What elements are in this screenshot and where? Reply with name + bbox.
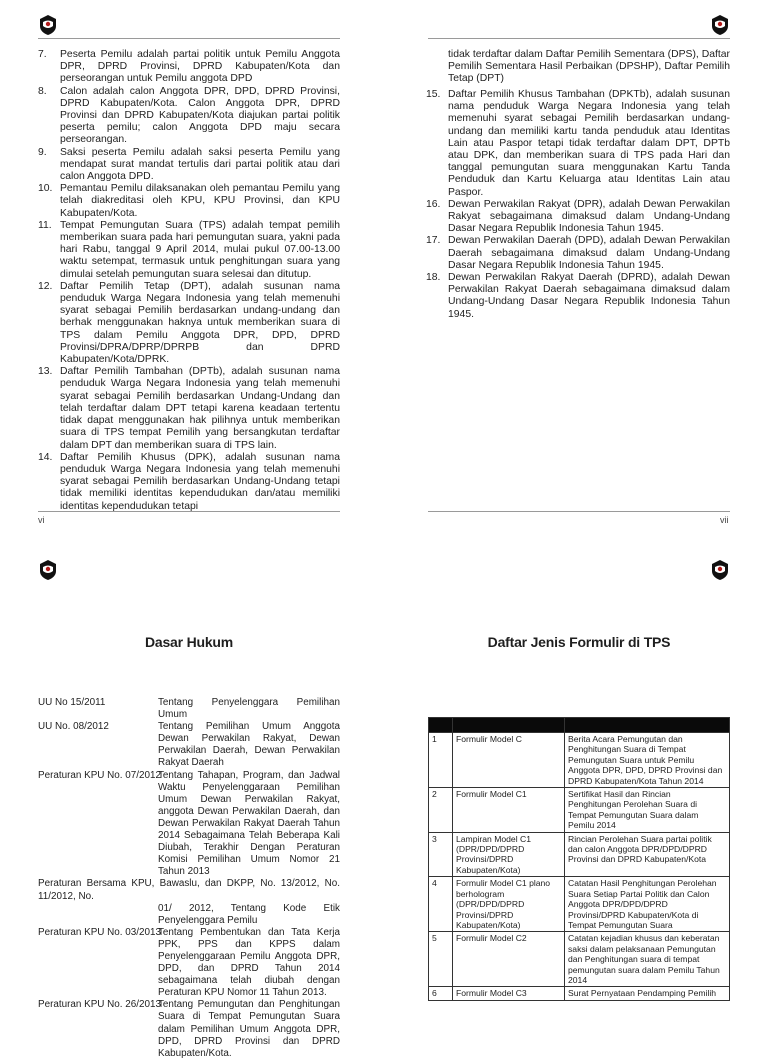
item-text: Saksi peserta Pemilu adalah saksi peserta Pemilu yang mendapat surat mandat tertulis dari partai politik atau dari calon Anggota DPD. [60,146,340,183]
legal-entry-key: Peraturan KPU No. 07/2012 [38,769,161,781]
cell-form-name: Formulir Model C1 plano berhologram (DPR/DPD/DPRD Provinsi/DPRD Kabupaten/Kota) [453,877,565,932]
cell-description: Catatan kejadian khusus dan keberatan saksi dalam pelaksanaan Pemungutan dan Penghitungan suara di tempat pemungutan suara dalam Pemilu Tahun 2014 [565,932,730,987]
item-text: Daftar Pemilih Khusus (DPK), adalah susunan nama penduduk Warga Negara Indonesia yang telah memenuhi syarat sebagai Pemilih berdasarkan Undang-Undang tetapi tidak memiliki identitas kependudukan dan/atau memiliki identitas kependudukan tetapi [60,451,340,512]
section-title-dasar-hukum: Dasar Hukum [144,634,234,650]
list-item [38,86,340,147]
item-number: 18. [426,272,441,284]
legal-basis-list [38,697,340,1060]
item-number: 10. [38,183,53,195]
table-row [429,932,730,987]
legal-entry [38,927,340,1000]
legal-entry [38,697,340,721]
legal-entry-text: 01/ 2012, Tentang Kode Etik Penyelenggara Pemilu [158,902,340,926]
kpu-logo-icon [710,559,730,581]
item-text: Calon adalah calon Anggota DPR, DPD, DPRD Provinsi, DPRD Kabupaten/Kota. Calon Anggota DPR, DPRD Provinsi dan DPRD Kabupaten/Kota diajukan partai politik peserta pemilu; calon Anggota DPD maju secara perseorangan. [60,85,340,146]
cell-number: 2 [429,788,453,833]
header-rule [38,38,340,39]
item-number: 7. [38,49,47,60]
footer-rule [428,511,730,512]
cell-description: Rincian Perolehan Suara partai politik dan calon Anggota DPR/DPD/DPRD Provinsi dan DPRD Kabupaten/Kota [565,832,730,877]
list-item [426,272,730,321]
item-text: Tempat Pemungutan Suara (TPS) adalah tempat pemilih memberikan suara pada hari pemungutan suara, yakni pada hari Rabu, tanggal 9 April 2014, mulai pukul 07.00-13.00 waktu setempat, termasuk untuk penghitungan suara yang dimulai setelah pemungutan suara selesai dan ditutup. [60,219,340,280]
list-item [38,281,340,366]
legal-entry [38,770,340,879]
list-item [426,199,730,236]
cell-form-name: Formulir Model C3 [453,987,565,1000]
item-text: Daftar Pemilih Tambahan (DPTb), adalah susunan nama penduduk Warga Negara Indonesia yang telah memenuhi syarat sebagai Pemilih berdasarkan Undang-Undang dan telah terdaftar dalam DPT tetapi karena keadaan tertentu tidak dapat menggunakan hak pilihnya untuk memberikan suara di TPS tempat Pemilih yang bersangkutan terdaftar dalam DPT dan memberikan suara di TPS lain. [60,366,340,451]
list-item [38,220,340,281]
legal-entry-text: Tentang Pemungutan dan Penghitungan Suara di Tempat Pemungutan Suara dalam Pemilihan Umum Anggota DPR, DPD, DPRD Provinsi dan DPRD Kabupaten/Kota. [158,999,340,1059]
list-item [38,49,340,86]
header-rule [428,38,730,39]
list-item [38,366,340,451]
item-text: Dewan Perwakilan Rakyat (DPR), adalah Dewan Perwakilan Rakyat sebagaimana dimaksud dalam Undang-Undang Dasar Negara Republik Indonesia Tahun 1945. [448,198,730,235]
definition-list-page-vi [38,49,340,513]
cell-number: 6 [429,987,453,1000]
legal-entry-text: Tentang Pembentukan dan Tata Kerja PPK, PPS dan KPPS dalam Penyelenggaraan Pemilu Anggota DPR, DPD, dan DPRD Tahun 2014 sebagaimana telah diubah dengan Peraturan KPU Nomor 11 Tahun 2013. [158,926,340,999]
legal-entry [38,878,340,926]
cell-number: 3 [429,832,453,877]
list-item [38,452,340,513]
kpu-logo-icon [710,14,730,36]
item-number: 8. [38,85,47,97]
list-item [38,183,340,220]
list-item [426,235,730,272]
item-number: 13. [38,366,53,378]
legal-entry-text: Peraturan Bersama KPU, Bawaslu, dan DKPP, No. 13/2012, No. 11/2012, No. [38,878,340,902]
item-text: Peserta Pemilu adalah partai politik untuk Pemilu Anggota DPR, DPRD Provinsi, DPRD Kabupaten/Kota dan perseorangan untuk Pemilu anggota DPD [60,49,340,85]
item-text: Daftar Pemilih Khusus Tambahan (DPKTb), adalah susunan nama penduduk Warga Negara Indonesia yang telah memenuhi syarat sebagai Pemilih berdasarkan undang-undang dan memiliki kartu tanda penduduk atau Identitas Lain atau Paspor tetapi tidak terdaftar dalam DPT, DPTb atau DPK, dan memberikan suara di TPS pada Hari dan tanggal pemungutan suara menggunakan Kartu Tanda Penduduk dan Kartu Keluarga atau Identitas Lain atau Paspor. [448,89,730,198]
item-number: 12. [38,280,53,292]
legal-entry-key: Peraturan KPU No. 03/2013 [38,926,161,938]
cell-form-name: Formulir Model C2 [453,932,565,987]
legal-entry-key: UU No. 08/2012 [38,721,109,733]
list-item [38,147,340,184]
legal-entry-key: Peraturan KPU No. 26/2013 [38,999,161,1011]
cell-description: Berita Acara Pemungutan dan Penghitungan Suara di Tempat Pemungutan Suara untuk Pemilu Anggota DPR, DPD, DPRD Provinsi dan DPRD Kabupaten/Kota Tahun 2014 [565,733,730,788]
cell-form-name: Lampiran Model C1 (DPR/DPD/DPRD Provinsi/DPRD Kabupaten/Kota) [453,832,565,877]
section-title-daftar-formulir: Daftar Jenis Formulir di TPS [487,634,671,650]
footer-rule [38,511,340,512]
page-number: vi [38,515,45,525]
legal-entry [38,999,340,1059]
item-text: Daftar Pemilih Tetap (DPT), adalah susunan nama penduduk Warga Negara Indonesia yang telah memenuhi syarat sebagai Pemilih berdasarkan undang-undang dan berhak menggunakan haknya untuk memberikan suara di TPS dalam Pemilu Anggota DPR, DPD, DPRD Provinsi/DPRA/DPRP/DPRPB dan DPRD Kabupaten/Kota/DPRK. [60,280,340,366]
legal-entry [38,721,340,769]
cell-number: 5 [429,932,453,987]
cell-description: Catatan Hasil Penghitungan Perolehan Suara Setiap Partai Politik dan Calon Anggota DPR/DPD/DPRD Provinsi/DPRD Kabupaten/Kota di Tempat Pemungutan Suara [565,877,730,932]
definition-list-page-vii [426,89,730,321]
item-number: 17. [426,235,441,247]
legal-entry-text: Tentang Tahapan, Program, dan Jadwal Waktu Penyelenggaraan Pemilihan Umum Dewan Perwakilan Rakyat, anggota Dewan Perwakilan Daerah, dan Dewan Perwakilan Rakyat Daerah Tahun 2014 Sebagaimana Telah Beberapa Kali Diubah, Terakhir Dengan Peraturan Komisi Pemilihan Umum Nomor 21 Tahun 2013 [158,769,340,878]
table-row [429,832,730,877]
list-item [426,89,730,199]
continuation-text: tidak terdaftar dalam Daftar Pemilih Sementara (DPS), Daftar Pemilih Sementara Hasil Perbaikan (DPSHP), Daftar Pemilih Tetap (DPT) [448,49,730,85]
table-header-row [429,718,730,733]
item-number: 16. [426,198,441,210]
legal-entry-text: Tentang Pemilihan Umum Anggota Dewan Perwakilan Rakyat, Dewan Perwakilan Daerah, Dewan Perwakilan Rakyat Daerah [158,721,340,769]
item-text: Pemantau Pemilu dilaksanakan oleh pemantau Pemilu yang telah diakreditasi oleh KPU, KPU Provinsi, dan KPU Kabupaten/Kota. [60,183,340,219]
cell-form-name: Formulir Model C [453,733,565,788]
cell-description: Surat Pernyataan Pendamping Pemilih [565,987,730,1000]
kpu-logo-icon [38,14,58,36]
item-text: Dewan Perwakilan Daerah (DPD), adalah Dewan Perwakilan Daerah sebagaimana dimaksud dalam Undang-Undang Dasar Negara Republik Indonesia Tahun 1945. [448,235,730,271]
table-row [429,877,730,932]
item-number: 11. [38,219,52,231]
cell-number: 4 [429,877,453,932]
legal-entry-text: Tentang Penyelenggara Pemilihan Umum [158,697,340,721]
table-row [429,788,730,833]
forms-table [428,717,730,1001]
item-number: 9. [38,146,47,158]
item-number: 14. [38,451,53,463]
cell-description: Sertifikat Hasil dan Rincian Penghitungan Perolehan Suara di Tempat Pemungutan Suara dalam Pemilu 2014 [565,788,730,833]
item-text: Dewan Perwakilan Rakyat Daerah (DPRD), adalah Dewan Perwakilan Rakyat Daerah sebagaimana dimaksud dalam Undang-Undang Dasar Negara Republik Indonesia Tahun 1945. [448,272,730,320]
kpu-logo-icon [38,559,58,581]
table-row [429,987,730,1000]
item-number: 15. [426,89,441,100]
legal-entry-key: UU No 15/2011 [38,697,106,708]
table-row [429,733,730,788]
page-number: vii [720,515,729,525]
cell-form-name: Formulir Model C1 [453,788,565,833]
cell-number: 1 [429,733,453,788]
